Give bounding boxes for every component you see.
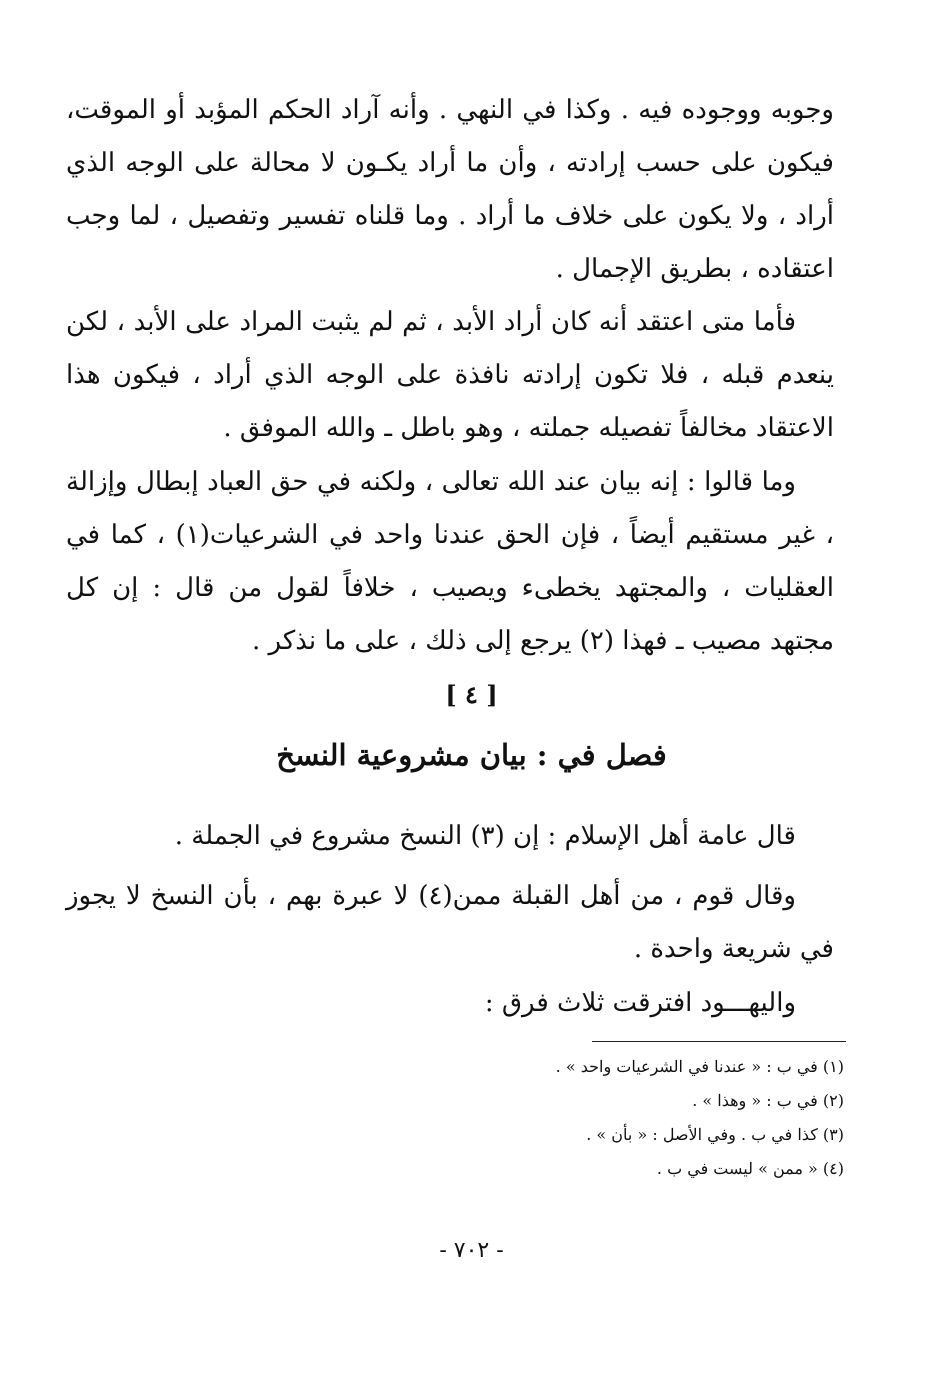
footnote-2: (٢) في ب : « وهذا » . [692,1091,844,1110]
paragraph-text: وقال قوم ، من أهل القبلة ممن(٤) لا عبرة بهم ، بأن النسخ لا يجوز في شريعة واحدة . [66,881,834,964]
page-number: - ٧٠٢ - [439,1238,504,1263]
paragraph-text: قال عامة أهل الإسلام : إن (٣) النسخ مشروع في الجملة . [174,821,796,851]
paragraph-text: واليهـــود افترقت ثلاث فرق : [484,988,796,1018]
body-paragraph-1 [66,84,834,296]
footnotes [300,1050,844,1186]
footnote-1: (١) في ب : « عندنا في الشرعيات واحد » . [555,1057,844,1076]
paragraph-text: وجوبه ووجوده فيه . وكذا في النهي . وأنه آراد الحكم المؤبد أو الموقت، فيكون على حسب إرادته ، وأن ما أراد يكـون لا محالة على الوجه الذي أراد ، ولا يكون على خلاف ما أراد . وما قلناه تفسير وتفصيل ، لما وجب اعتقاده ، بطريق الإجمال . [66,95,834,284]
body-paragraph-3 [66,456,834,668]
paragraph-text: وما قالوا : إنه بيان عند الله تعالى ، ولكنه في حق العباد إبطال وإزالة ، غير مستقيم أيضاً ، فإن الحق عندنا واحد في الشرعيات(١) ، كما في العقليات ، والمجتهد يخطىء ويصيب ، خلافاً لقول من قال : إن كل مجتهد مصيب ـ فهذا (٢) يرجع إلى ذلك ، على ما نذكر . [66,467,835,656]
footnote-4: (٤) « ممن » ليست في ب . [656,1159,844,1178]
section-number: [ ٤ ] [445,680,498,709]
section-title: فصل في : بيان مشروعية النسخ [276,738,667,772]
body-paragraph-5 [66,870,834,976]
body-paragraph-4 [66,810,834,863]
footnote-divider [592,1041,846,1042]
body-paragraph-2 [66,296,834,455]
paragraph-text: فأما متى اعتقد أنه كان أراد الأبد ، ثم لم يثبت المراد على الأبد ، لكن ينعدم قبله ، فلا تكون إرادته نافذة على الوجه الذي أراد ، فيكون هذا الاعتقاد مخالفاً تفصيله جملته ، وهو باطل ـ والله الموفق . [66,307,834,443]
footnote-3: (٣) كذا في ب . وفي الأصل : « بأن » . [586,1125,844,1144]
body-paragraph-6 [66,977,834,1030]
